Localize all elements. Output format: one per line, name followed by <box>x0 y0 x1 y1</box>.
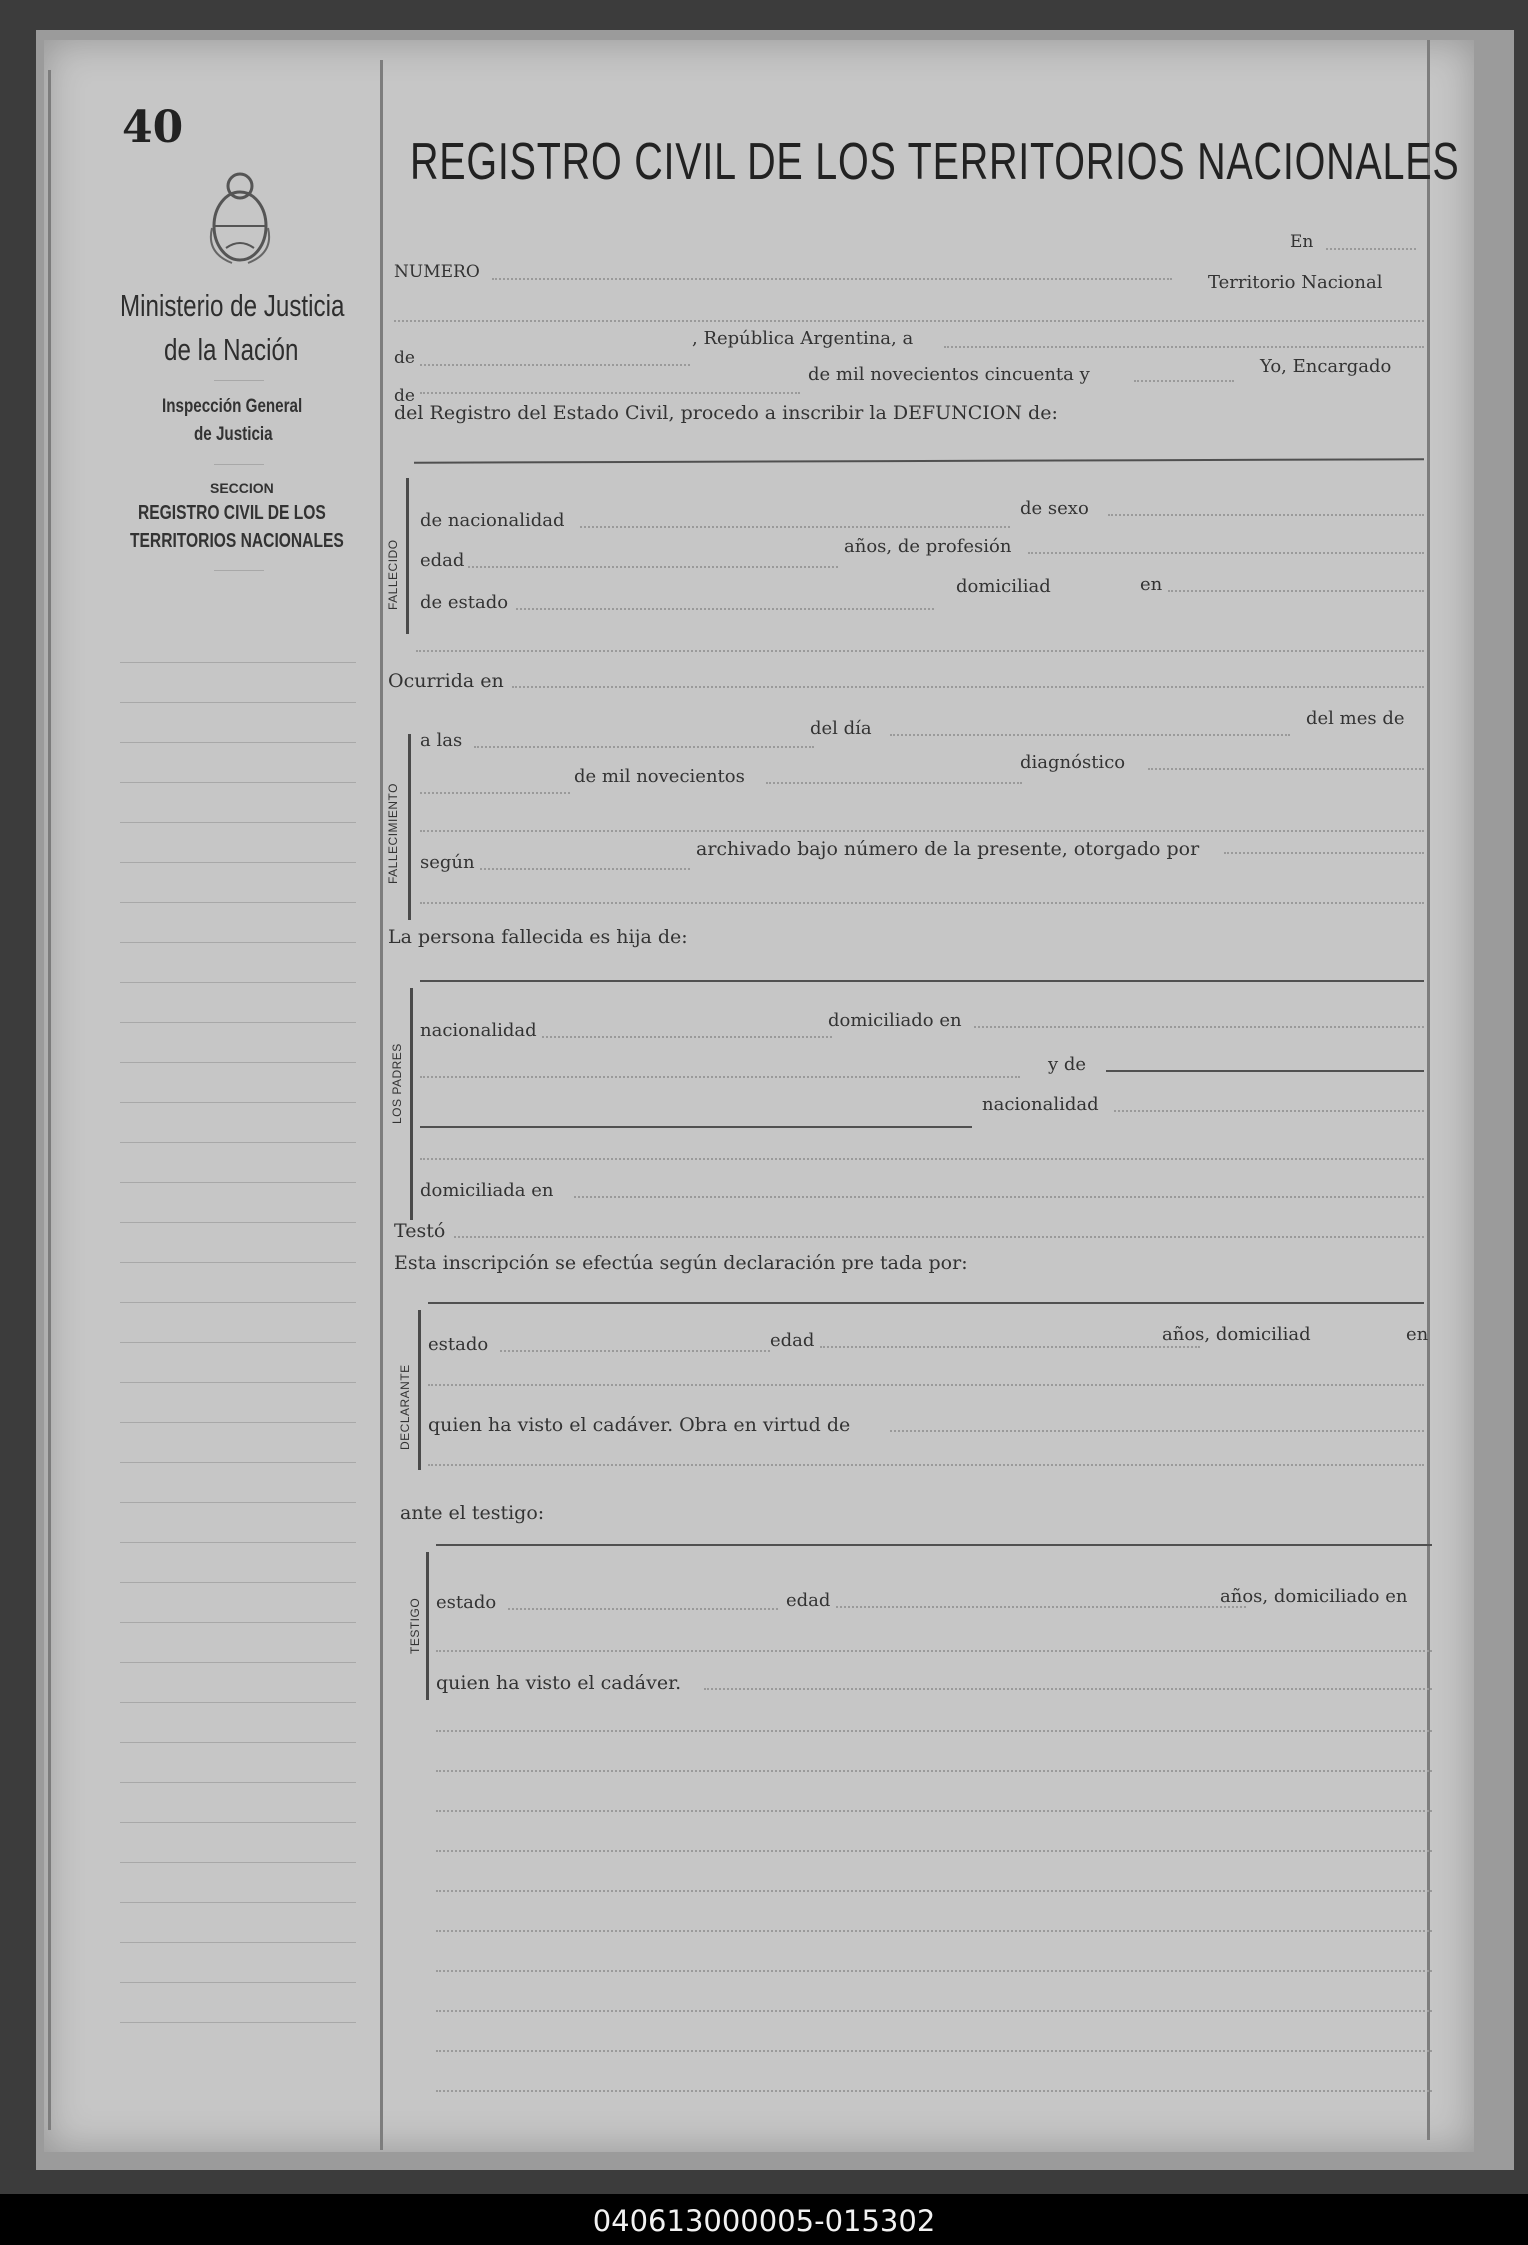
sidebar-divider <box>214 380 264 381</box>
coat-of-arms-icon <box>202 168 278 268</box>
sidebar-rule <box>120 662 356 663</box>
de-blank-1[interactable] <box>420 364 690 366</box>
sidebar-rule <box>120 1542 356 1543</box>
domicilio-padre-blank[interactable] <box>974 1026 1424 1028</box>
sidebar-rule <box>120 1582 356 1583</box>
header-blank-line[interactable] <box>394 320 1424 322</box>
numero-blank[interactable] <box>492 278 1172 280</box>
sidebar-rule <box>120 1782 356 1783</box>
sexo-blank[interactable] <box>1108 514 1424 516</box>
otorgado-blank[interactable] <box>1224 852 1424 854</box>
mes-blank[interactable] <box>420 792 570 794</box>
edad-blank[interactable] <box>468 566 838 568</box>
testigo-extra-line[interactable] <box>436 1650 1432 1652</box>
sidebar-rule <box>120 1382 356 1383</box>
left-margin-rule <box>48 70 51 2130</box>
y-de-label: y de <box>1048 1054 1087 1075</box>
sidebar-rule <box>120 1822 356 1823</box>
sidebar-divider <box>214 570 264 571</box>
a-las-label: a las <box>420 730 463 751</box>
profesion-label: años, de profesión <box>844 536 1012 557</box>
padres-label: LOS PADRES <box>390 1043 404 1124</box>
estado-blank[interactable] <box>516 608 934 610</box>
sidebar-rule <box>120 1622 356 1623</box>
sidebar-rule <box>120 1702 356 1703</box>
notes-line[interactable] <box>436 1770 1432 1772</box>
notes-line[interactable] <box>436 1810 1432 1812</box>
declarante-extra-line[interactable] <box>428 1384 1424 1386</box>
del-mes-label: del mes de <box>1306 708 1405 729</box>
ministry-line-2: de la Nación <box>164 332 299 367</box>
madre-name-line-1[interactable] <box>1106 1070 1424 1072</box>
domiciliado-en-label: domiciliado en <box>828 1010 962 1031</box>
hija-de-label: La persona fallecida es hija de: <box>388 926 688 948</box>
diagnostico-label: diagnóstico <box>1020 752 1126 773</box>
notes-line[interactable] <box>436 1930 1432 1932</box>
declarante-label: DECLARANTE <box>398 1364 412 1450</box>
sidebar-rule <box>120 862 356 863</box>
declarante-bracket <box>418 1310 421 1470</box>
sidebar-rule <box>120 1862 356 1863</box>
notes-line[interactable] <box>436 2050 1432 2052</box>
en-blank[interactable] <box>1326 248 1416 250</box>
notes-line[interactable] <box>436 1730 1432 1732</box>
fallecimiento-extra-line-2[interactable] <box>420 902 1424 904</box>
testigo-edad-blank[interactable] <box>836 1606 1246 1608</box>
domicilio-padre-line-2[interactable] <box>420 1076 1020 1078</box>
sidebar-rule <box>120 1902 356 1903</box>
del-dia-label: del día <box>810 718 872 739</box>
declarante-name-line[interactable] <box>428 1264 1424 1266</box>
en-label-fallecido: en <box>1140 574 1163 595</box>
sidebar-rule <box>120 1462 356 1463</box>
inscripcion-label: Esta inscripción se efectúa según declaración pre tada por: <box>394 1252 968 1274</box>
nacionalidad-padre-label: nacionalidad <box>420 1020 537 1041</box>
declarante-edad-blank[interactable] <box>820 1346 1200 1348</box>
sidebar-rule <box>120 2022 356 2023</box>
fallecimiento-extra-line[interactable] <box>420 830 1424 832</box>
sidebar-rule <box>120 1102 356 1103</box>
sidebar-divider <box>214 464 264 465</box>
profesion-blank[interactable] <box>1028 552 1424 554</box>
nacionalidad-label: de nacionalidad <box>420 510 565 531</box>
testigo-quien-label: quien ha visto el cadáver. <box>436 1672 682 1694</box>
year-blank[interactable] <box>1134 380 1234 382</box>
testigo-bracket <box>426 1552 429 1700</box>
fallecimiento-label: FALLECIMIENTO <box>386 783 400 884</box>
estado-label: de estado <box>420 592 509 613</box>
sidebar-rule <box>120 1662 356 1663</box>
notes-line[interactable] <box>436 1850 1432 1852</box>
territorio-label: Territorio Nacional <box>1208 272 1383 293</box>
sidebar-rule <box>120 1142 356 1143</box>
sidebar-rule <box>120 1182 356 1183</box>
declarante-anos-label: años, domiciliad <box>1162 1324 1311 1345</box>
declarante-en-label: en <box>1406 1324 1429 1345</box>
diagnostico-blank[interactable] <box>1148 768 1424 770</box>
anio-blank[interactable] <box>766 782 1022 784</box>
sidebar-rule <box>120 1982 356 1983</box>
fallecimiento-bracket <box>408 734 411 920</box>
declarante-extra-line-2[interactable] <box>428 1464 1424 1466</box>
sidebar-rule <box>120 982 356 983</box>
testo-blank[interactable] <box>454 1236 1424 1238</box>
sidebar-rule <box>120 782 356 783</box>
sidebar-rule <box>120 702 356 703</box>
sidebar-rule <box>120 1262 356 1263</box>
mil-cincuenta-label: de mil novecientos cincuenta y <box>808 364 1090 385</box>
fallecido-bracket <box>406 478 409 634</box>
de-label-2: de <box>394 386 415 406</box>
sidebar-rule <box>120 1022 356 1023</box>
ocurrida-label: Ocurrida en <box>388 670 504 692</box>
segun-label: según <box>420 852 475 873</box>
testigo-edad-label: edad <box>786 1590 831 1611</box>
sidebar-rule <box>120 822 356 823</box>
fallecido-extra-line[interactable] <box>416 650 1424 652</box>
declarante-edad-label: edad <box>770 1330 815 1351</box>
sidebar-rule <box>120 1342 356 1343</box>
nacionalidad-padre-blank[interactable] <box>542 1036 832 1038</box>
section-line-1: REGISTRO CIVIL DE LOS <box>138 502 326 524</box>
testigo-label: TESTIGO <box>408 1597 422 1654</box>
sexo-label: de sexo <box>1020 498 1089 519</box>
domicilio-blank[interactable] <box>1168 590 1424 592</box>
declarante-top-line[interactable] <box>428 1302 1424 1304</box>
testigo-anos-label: años, domiciliado en <box>1220 1586 1408 1607</box>
sidebar-rule <box>120 1222 356 1223</box>
sidebar-rule <box>120 1422 356 1423</box>
fallecido-name-line[interactable] <box>414 458 1424 464</box>
padres-extra-line[interactable] <box>420 1158 1424 1160</box>
hora-blank[interactable] <box>474 746 814 748</box>
yo-encargado-label: Yo, Encargado <box>1260 356 1392 377</box>
de-label-1: de <box>394 348 415 368</box>
en-label: En <box>1290 232 1314 252</box>
sidebar-rule <box>120 1742 356 1743</box>
sidebar-rule <box>120 902 356 903</box>
ocurrida-blank[interactable] <box>512 686 1424 688</box>
registro-line: del Registro del Estado Civil, procedo a inscribir la DEFUNCION de: <box>394 402 1058 424</box>
padre-name-line[interactable] <box>420 980 1424 982</box>
sidebar-rule <box>120 1062 356 1063</box>
sidebar-rule <box>120 1302 356 1303</box>
inspection-line-1: Inspección General <box>162 396 303 417</box>
form-title: REGISTRO CIVIL DE LOS TERRITORIOS NACIONALES <box>410 133 1460 191</box>
inspection-line-2: de Justicia <box>194 424 273 445</box>
notes-line[interactable] <box>436 2010 1432 2012</box>
de-blank-2[interactable] <box>420 392 800 394</box>
republica-label: , República Argentina, a <box>692 328 914 349</box>
archive-footer-bar <box>0 2194 1528 2245</box>
dia-blank[interactable] <box>890 734 1290 736</box>
fallecido-label: FALLECIDO <box>386 539 400 610</box>
sidebar-rule <box>120 942 356 943</box>
mil-novecientos-label: de mil novecientos <box>574 766 745 787</box>
notes-line[interactable] <box>436 1970 1432 1972</box>
madre-name-line-2[interactable] <box>420 1126 972 1128</box>
sidebar-rule <box>120 1942 356 1943</box>
testigo-quien-blank[interactable] <box>704 1688 1432 1690</box>
domicilio-madre-blank[interactable] <box>574 1196 1424 1198</box>
virtud-blank[interactable] <box>890 1430 1424 1432</box>
domiciliad-label: domiciliad <box>956 576 1051 597</box>
numero-label: NUMERO <box>394 262 480 282</box>
nacionalidad-madre-label: nacionalidad <box>982 1094 1099 1115</box>
ante-testigo-label: ante el testigo: <box>400 1502 545 1524</box>
declarante-quien-label: quien ha visto el cadáver. Obra en virtud de <box>428 1414 851 1436</box>
nacionalidad-blank[interactable] <box>580 526 1010 528</box>
testigo-name-line[interactable] <box>436 1544 1432 1546</box>
nacionalidad-madre-blank[interactable] <box>1114 1110 1424 1112</box>
testo-label: Testó <box>394 1220 446 1242</box>
declarante-estado-blank[interactable] <box>500 1350 770 1352</box>
domiciliada-en-label: domiciliada en <box>420 1180 554 1201</box>
testigo-estado-label: estado <box>436 1592 497 1613</box>
register-form-page <box>44 40 1474 2152</box>
right-margin-rule <box>1427 40 1430 2140</box>
archive-code: 040613000005-015302 <box>592 2204 936 2238</box>
archivado-label: archivado bajo número de la presente, otorgado por <box>696 838 1200 860</box>
page-number: 40 <box>122 102 184 153</box>
padres-bracket <box>410 988 413 1220</box>
declarante-estado-label: estado <box>428 1334 489 1355</box>
sidebar-rule <box>120 1502 356 1503</box>
section-line-2: TERRITORIOS NACIONALES <box>130 530 344 552</box>
notes-line[interactable] <box>436 2090 1432 2092</box>
sidebar-rule <box>120 742 356 743</box>
testigo-estado-blank[interactable] <box>508 1608 778 1610</box>
ministry-line-1: Ministerio de Justicia <box>120 288 345 323</box>
notes-line[interactable] <box>436 1890 1432 1892</box>
segun-blank[interactable] <box>480 868 690 870</box>
republica-blank[interactable] <box>944 346 1424 348</box>
edad-label: edad <box>420 550 465 571</box>
sidebar-divider-rule <box>380 60 383 2150</box>
section-label: SECCION <box>210 480 274 496</box>
